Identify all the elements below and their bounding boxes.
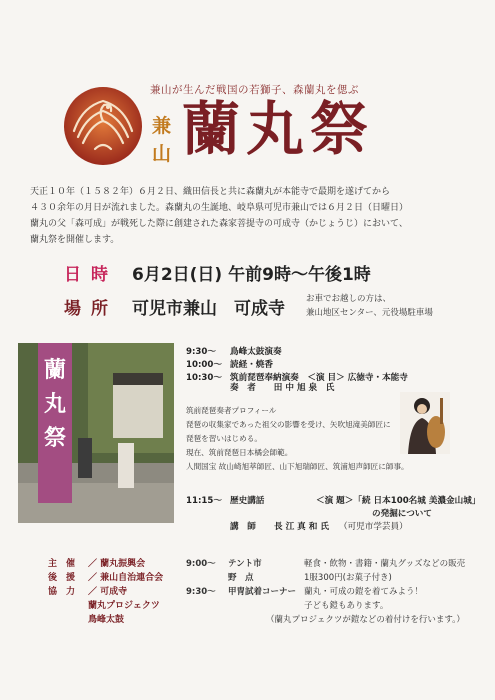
title-prefix-kane: 兼 — [152, 115, 172, 137]
schedule-time: 10:00～ — [186, 360, 222, 370]
coop-name: 蘭丸プロジェクツ — [88, 601, 160, 611]
lecturer-role: （可児市学芸員） — [338, 522, 408, 532]
coop-label: 協 力 — [48, 587, 76, 597]
schedule-time: 9:30～ — [186, 347, 216, 357]
support-label: 後 援 — [48, 573, 76, 583]
intro-line: ４３０余年の月日が流れました。森蘭丸の生誕地、岐阜県可児市兼山では６月２日（日曜日） — [30, 203, 409, 213]
event-item — [186, 557, 486, 571]
performer-profile — [186, 404, 409, 474]
event-desc: 軽食・飲物・書籍・蘭丸グッズなどの販売 — [304, 559, 466, 569]
performer-name: 田 中 旭 泉 氏 — [273, 383, 335, 393]
event-name: 野 点 — [228, 573, 254, 583]
biwa-player-photo — [400, 392, 450, 454]
schedule-time: 10:30～ — [186, 373, 222, 383]
banner-text: 蘭丸祭 — [44, 357, 67, 451]
event-desc: 子ども鎧もあります。 — [304, 601, 389, 611]
event-name: テント市 — [228, 559, 262, 569]
title-prefix-yama: 山 — [152, 143, 172, 165]
temple-photo — [18, 343, 174, 523]
organizer-row: 協 力 ／ 可成寺 — [48, 587, 128, 597]
lecture-theme-continued: の発掘について — [372, 509, 432, 519]
lecture-label: 歴史講話 — [230, 496, 265, 506]
schedule-list — [186, 346, 408, 385]
event-desc: 蘭丸・可成の鎧を着てみよう！ — [304, 587, 424, 597]
organizers — [48, 557, 163, 627]
parking-note-line: お車でお越しの方は、 — [306, 294, 392, 304]
event-name: 甲冑試着コーナー — [228, 587, 297, 597]
support-name: 兼山自治連合会 — [100, 573, 164, 583]
lecture-time: 11:15～ — [186, 496, 222, 506]
schedule-title: 筑前琵琶奉納演奏 ＜演 目＞ 広徳寺・本能寺 — [230, 373, 408, 383]
profile-heading: 筑前琵琶奏者プロフィール — [186, 406, 277, 415]
parking-note — [306, 292, 433, 320]
coop-name: 可成寺 — [100, 587, 128, 597]
lecturer-name: 長 江 真 和 氏 — [274, 522, 329, 532]
event-item — [186, 599, 486, 613]
lecturer-label: 講 師 — [230, 522, 256, 532]
parking-note-line: 兼山地区センター、元役場駐車場 — [306, 308, 433, 318]
event-time: 9:30～ — [186, 587, 216, 597]
organizer-row: 主 催 ／ 蘭丸振興会 — [48, 559, 146, 569]
coop-name: 鳥峰太鼓 — [88, 615, 125, 625]
events-note: （蘭丸プロジェクツが鎧などの着付けを行います。） — [266, 615, 465, 625]
datetime-value: 6月2日(日) 午前9時～午後1時 — [132, 265, 371, 285]
event-item — [186, 585, 486, 599]
event-time: 9:00～ — [186, 559, 216, 569]
lecturer-row — [230, 521, 408, 534]
temple-photo-illustration — [18, 343, 174, 523]
performer — [230, 382, 334, 395]
intro-line: 天正１０年（１５８２年）６月２日、織田信長と共に森蘭丸が本能寺で最期を遂げてから — [30, 187, 391, 197]
schedule-title: 鳥峰太鼓演奏 — [230, 347, 282, 357]
host-label: 主 催 — [48, 559, 76, 569]
crane-crest-icon — [62, 85, 144, 167]
page-title: 蘭丸祭 — [182, 95, 375, 163]
intro-paragraph — [30, 184, 482, 248]
schedule-title: 読経・焼香 — [230, 360, 273, 370]
schedule-item — [186, 346, 408, 359]
organizer-row: 後 援 ／ 兼山自治連合会 — [48, 573, 164, 583]
location-value: 可児市兼山 可成寺 — [132, 299, 285, 319]
event-item — [186, 571, 486, 585]
lecture-row — [186, 495, 480, 508]
profile-line: 琵琶を習いはじめる。 — [186, 434, 262, 443]
event-subtitle: 兼山が生んだ戦国の若獅子、森蘭丸を偲ぶ — [150, 84, 359, 96]
event-desc: 1服300円(お菓子付き) — [304, 573, 392, 583]
schedule-item — [186, 359, 408, 372]
profile-line: 人間国宝 故山崎旭萃師匠、山下旭瑞師匠、筑浦旭声師匠に師事。 — [186, 462, 409, 471]
datetime-label: 日時 — [64, 265, 118, 285]
intro-line: 蘭丸祭を開催します。 — [30, 235, 120, 245]
performer-label: 奏 者 — [230, 383, 256, 393]
profile-line: 琵琶の収集家であった祖父の影響を受け、矢吹旭滝美師匠に — [186, 420, 391, 429]
location-label: 場所 — [64, 299, 118, 319]
side-events — [186, 557, 486, 627]
profile-line: 現在、筑前琵琶日本橘会師範。 — [186, 448, 293, 457]
host-name: 蘭丸振興会 — [100, 559, 146, 569]
lecture-theme: ＜演 題＞「続 日本100名城 美濃金山城」 — [316, 496, 481, 506]
intro-line: 蘭丸の父「森可成」が戦死した際に創建された森家菩提寺の可成寺（かじょうじ）において、 — [30, 219, 408, 229]
